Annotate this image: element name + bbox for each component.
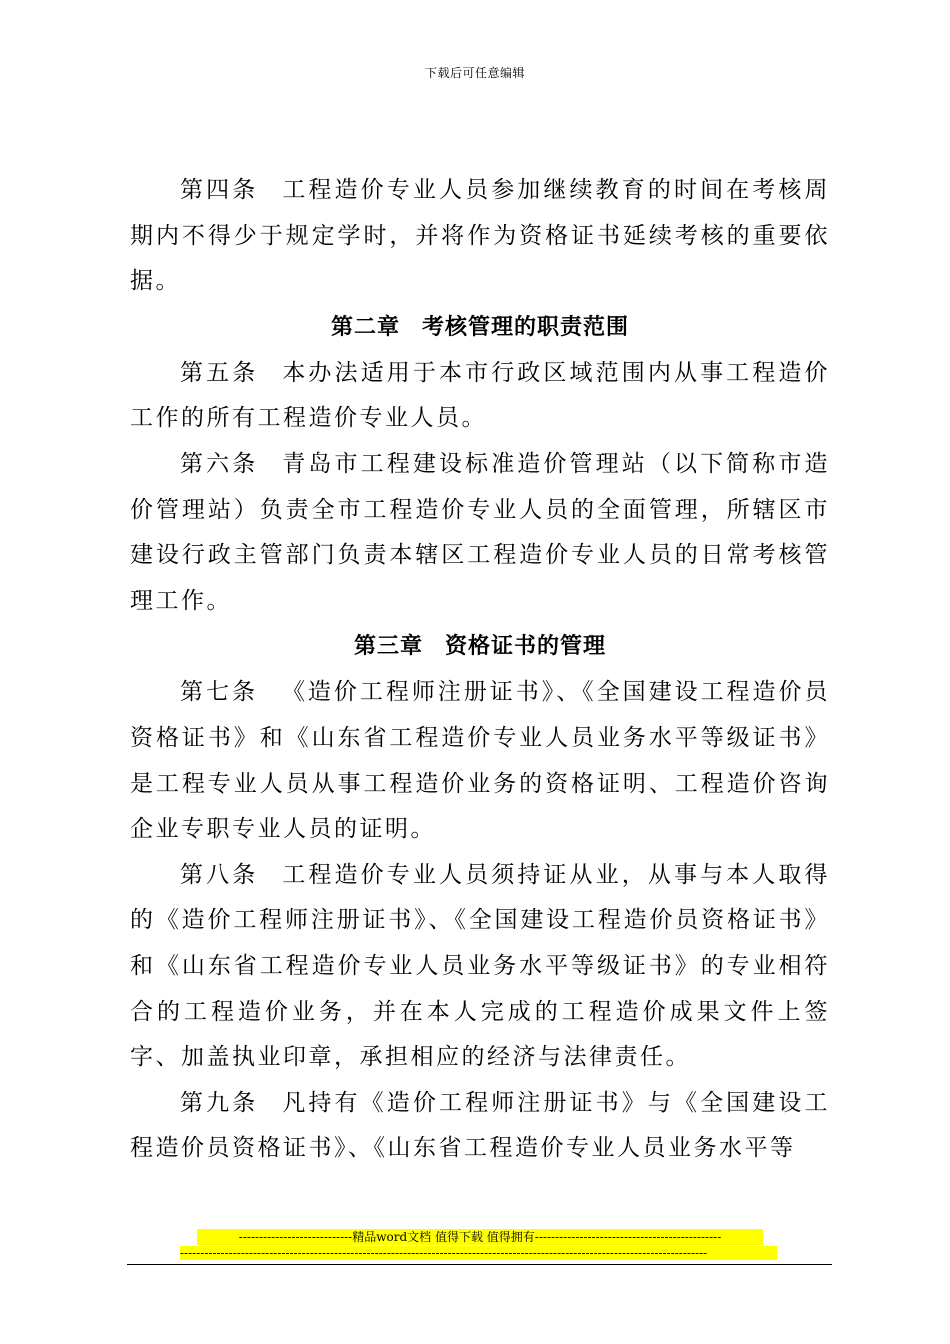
article-9: [130, 1081, 830, 1172]
article-number: 第九条: [180, 1089, 259, 1116]
article-number: 第八条: [180, 861, 259, 888]
article-number: 第四条: [180, 177, 259, 203]
article-7: [130, 670, 830, 852]
footer-banner-line-2: ----------------------------------------------------------------------------------------------------------------------------------: [180, 1246, 777, 1260]
chapter-title: 资格证书的管理: [445, 634, 607, 660]
article-text: 《造价工程师注册证书》、《全国建设工程造价员资格证书》和《山东省工程造价专业人员业务水平等级证书》是工程专业人员从事工程造价业务的资格证明、工程造价咨询企业专职专业人员的证明。: [130, 679, 830, 843]
chapter-3-heading: [130, 624, 830, 670]
article-text: 工程造价专业人员须持证从业，从事与本人取得的《造价工程师注册证书》、《全国建设工程造价员资格证书》和《山东省工程造价专业人员业务水平等级证书》的专业相符合的工程造价业务，并在本人完成的工程造价成果文件上签字、加盖执业印章，承担相应的经济与法律责任。: [130, 861, 831, 1071]
article-number: 第七条: [180, 679, 258, 706]
footer-banner-line-1: ----------------------------精品word文档 值得下载 值得拥有----------------------------------------------: [197, 1229, 763, 1245]
article-6: [130, 442, 830, 624]
article-8: [130, 853, 830, 1081]
article-5: [130, 351, 830, 442]
footer-rule: [127, 1264, 832, 1265]
article-4: [130, 168, 830, 305]
article-text: 凡持有《造价工程师注册证书》与《全国建设工程造价员资格证书》、《山东省工程造价专业人员业务水平等: [130, 1089, 831, 1162]
page-header: 下载后可任意编辑: [424, 66, 525, 80]
chapter-number: 第二章: [330, 314, 400, 340]
article-number: 第六条: [180, 450, 259, 477]
article-text: 本办法适用于本市行政区域范围内从事工程造价工作的所有工程造价专业人员。: [130, 359, 831, 432]
article-text: 青岛市工程建设标准造价管理站（以下简称市造价管理站）负责全市工程造价专业人员的全面管理，所辖区市建设行政主管部门负责本辖区工程造价专业人员的日常考核管理工作。: [130, 450, 831, 614]
article-number: 第五条: [180, 359, 259, 386]
article-text: 工程造价专业人员参加继续教育的时间在考核周期内不得少于规定学时，并将作为资格证书延续考核的重要依据。: [130, 177, 831, 295]
chapter-number: 第三章: [353, 634, 423, 660]
chapter-title: 考核管理的职责范围: [422, 314, 630, 340]
document-body: [130, 168, 830, 1172]
chapter-2-heading: [130, 305, 830, 351]
